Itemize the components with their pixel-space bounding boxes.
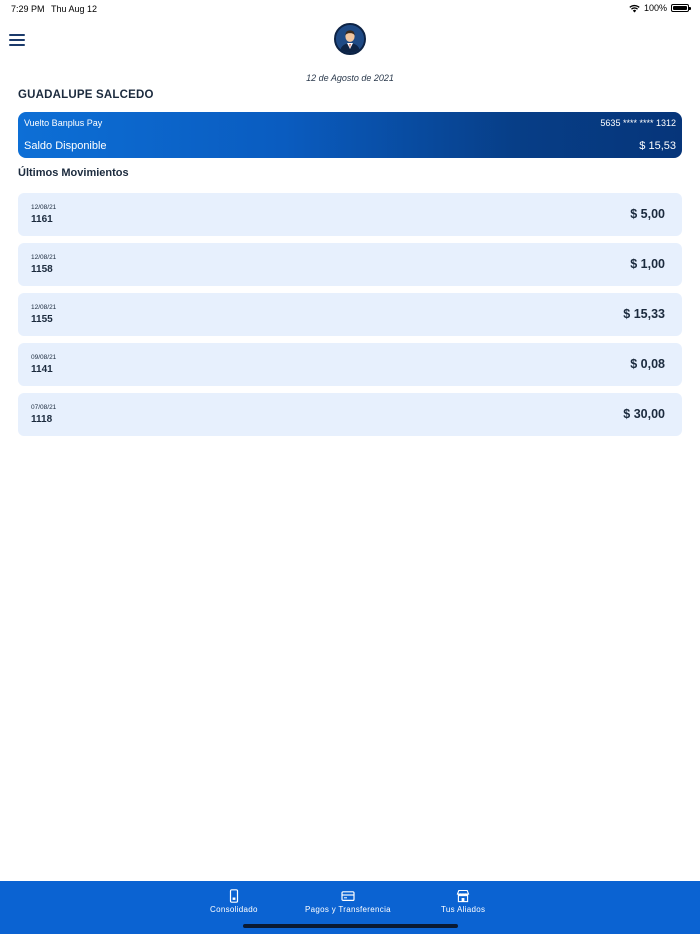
list-item[interactable] [18, 293, 682, 336]
movement-date: 07/08/21 [31, 404, 57, 411]
movement-amount: $ 30,00 [623, 407, 665, 421]
movement-date: 09/08/21 [31, 354, 57, 361]
list-item[interactable] [18, 243, 682, 286]
movement-ref: 1118 [31, 414, 53, 425]
account-card[interactable] [18, 112, 682, 158]
status-time: 7:29 PM [11, 4, 45, 14]
tab-pagos[interactable] [305, 889, 391, 914]
tab-label: Pagos y Transferencia [305, 905, 391, 914]
balance-label: Saldo Disponible [24, 140, 107, 152]
tab-label: Consolidado [210, 905, 258, 914]
wifi-icon [629, 4, 640, 13]
movement-date: 12/08/21 [31, 304, 57, 311]
movements-list [18, 193, 682, 443]
status-right [629, 3, 689, 13]
tab-consolidado[interactable] [210, 889, 258, 914]
status-bar [0, 0, 700, 18]
movement-amount: $ 15,33 [623, 307, 665, 321]
movement-amount: $ 5,00 [630, 207, 665, 221]
list-item[interactable] [18, 343, 682, 386]
user-name: GUADALUPE SALCEDO [18, 89, 154, 101]
movement-date: 12/08/21 [31, 204, 57, 211]
movement-ref: 1158 [31, 264, 53, 275]
phone-icon [227, 889, 241, 903]
battery-percent: 100% [643, 3, 667, 13]
list-item[interactable] [18, 393, 682, 436]
movement-amount: $ 0,08 [630, 357, 665, 371]
home-indicator[interactable] [243, 924, 458, 928]
store-icon [456, 889, 470, 903]
page-date: 12 de Agosto de 2021 [306, 73, 394, 83]
tab-label: Tus Aliados [441, 905, 486, 914]
avatar[interactable] [334, 23, 366, 55]
movements-title: Últimos Movimientos [18, 167, 129, 179]
card-number: 5635 **** **** 1312 [600, 118, 676, 128]
credit-card-icon [341, 889, 355, 903]
battery-icon [671, 4, 689, 12]
list-item[interactable] [18, 193, 682, 236]
movement-date: 12/08/21 [31, 254, 57, 261]
status-date: Thu Aug 12 [51, 4, 98, 14]
movement-ref: 1141 [31, 364, 53, 375]
menu-icon[interactable] [9, 34, 25, 46]
tab-aliados[interactable] [441, 889, 485, 914]
balance-value: $ 15,53 [639, 140, 676, 152]
movement-ref: 1155 [31, 314, 53, 325]
user-avatar-icon [336, 25, 364, 53]
card-name: Vuelto Banplus Pay [24, 118, 103, 128]
movement-amount: $ 1,00 [630, 257, 665, 271]
movement-ref: 1161 [31, 214, 53, 225]
